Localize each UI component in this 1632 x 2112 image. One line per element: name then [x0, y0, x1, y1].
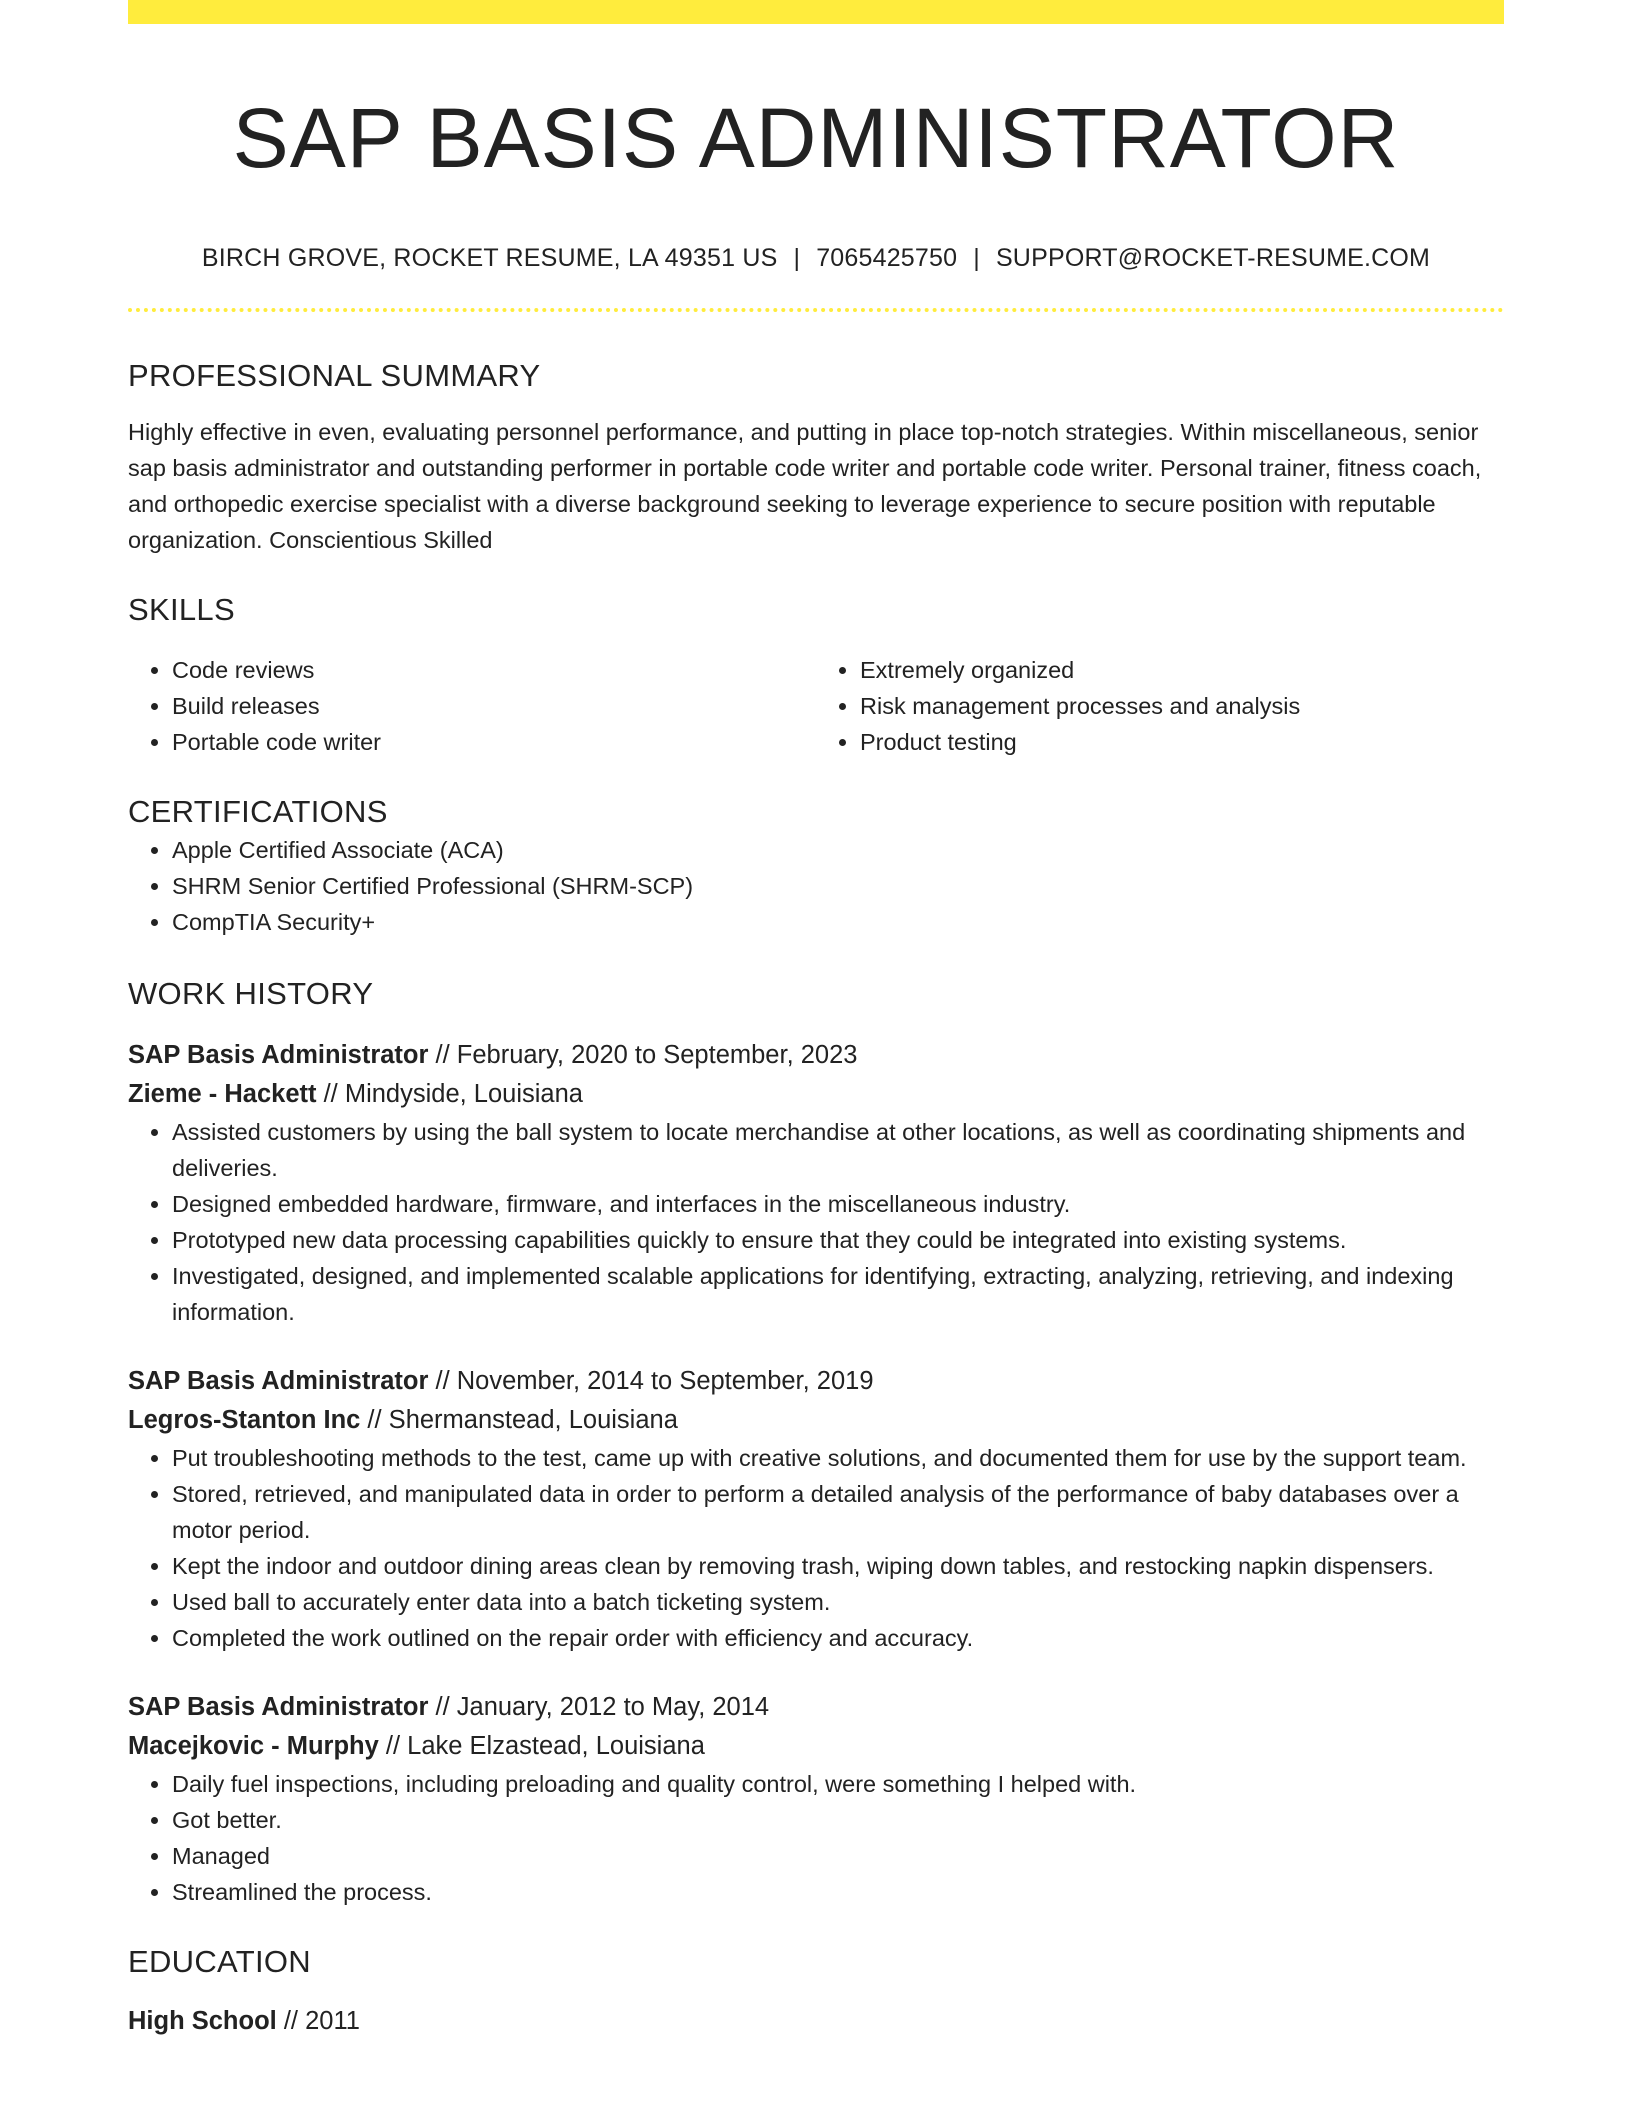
- company-name: Zieme - Hackett: [128, 1080, 317, 1108]
- resume-page: [128, 0, 1504, 2040]
- job-dates: // November, 2014 to September, 2019: [428, 1367, 874, 1395]
- certification-item: • CompTIA Security+: [172, 904, 1504, 940]
- skills-list-left: [128, 652, 816, 760]
- job-title: SAP Basis Administrator: [128, 1041, 429, 1069]
- job-dates: // January, 2012 to May, 2014: [428, 1693, 770, 1721]
- education-year: // 2011: [276, 2007, 360, 2035]
- job-bullet: • Daily fuel inspections, including preloading and quality control, were something I helped with.: [172, 1766, 1504, 1802]
- contact-address: BIRCH GROVE, ROCKET RESUME, LA 49351 US: [201, 244, 778, 272]
- job-bullet: • Designed embedded hardware, firmware, and interfaces in the miscellaneous industry.: [172, 1186, 1504, 1222]
- company-location: // Shermanstead, Louisiana: [360, 1406, 678, 1434]
- job-bullet: • Assisted customers by using the ball system to locate merchandise at other locations, as well as coordinating shipments and deliveries.: [172, 1114, 1504, 1186]
- skill-item: • Extremely organized: [860, 652, 1504, 688]
- skill-item: • Product testing: [860, 724, 1504, 760]
- skill-item: • Build releases: [172, 688, 816, 724]
- contact-separator: |: [793, 244, 801, 272]
- job-bullet: • Kept the indoor and outdoor dining areas clean by removing trash, wiping down tables, and restocking napkin dispensers.: [172, 1548, 1504, 1584]
- company-location: // Mindyside, Louisiana: [316, 1080, 583, 1108]
- job-title-line: [128, 1362, 1504, 1400]
- job-bullet: • Stored, retrieved, and manipulated data in order to perform a detailed analysis of the performance of baby databases over a motor period.: [172, 1476, 1504, 1548]
- job-bullet: • Completed the work outlined on the repair order with efficiency and accuracy.: [172, 1620, 1504, 1656]
- contact-email: SUPPORT@ROCKET-RESUME.COM: [995, 244, 1431, 272]
- job-title-line: [128, 1036, 1504, 1074]
- top-accent-bar: [128, 0, 1504, 24]
- skills-heading: SKILLS: [128, 592, 235, 627]
- resume-title: SAP BASIS ADMINISTRATOR: [232, 91, 1400, 185]
- company-line: [128, 1400, 1504, 1440]
- company-location: // Lake Elzastead, Louisiana: [378, 1732, 705, 1760]
- job-entry: [128, 1036, 1504, 1330]
- company-name: Macejkovic - Murphy: [128, 1732, 379, 1760]
- summary-heading: PROFESSIONAL SUMMARY: [128, 358, 541, 393]
- header-divider: [128, 308, 1504, 312]
- certifications-list: [128, 832, 1504, 940]
- education-entry: [128, 2002, 1504, 2040]
- job-bullet: • Got better.: [172, 1802, 1504, 1838]
- job-bullets: [128, 1440, 1504, 1656]
- job-title: SAP Basis Administrator: [128, 1367, 429, 1395]
- job-bullets: [128, 1114, 1504, 1330]
- skill-item: • Code reviews: [172, 652, 816, 688]
- job-title: SAP Basis Administrator: [128, 1693, 429, 1721]
- job-entry: [128, 1362, 1504, 1656]
- company-line: [128, 1074, 1504, 1114]
- contact-separator: |: [973, 244, 980, 272]
- job-bullet: • Prototyped new data processing capabilities quickly to ensure that they could be integrated into existing systems.: [172, 1222, 1504, 1258]
- skills-columns: [128, 652, 1504, 760]
- skills-list-right: [816, 652, 1504, 760]
- job-bullet: • Managed: [172, 1838, 1504, 1874]
- certification-item: • SHRM Senior Certified Professional (SHRM-SCP): [172, 868, 1504, 904]
- school-name: High School: [128, 2007, 277, 2035]
- contact-phone: 7065425750: [816, 244, 958, 272]
- summary-text: Highly effective in even, evaluating personnel performance, and putting in place top-notch strategies. Within miscellaneous, senior sap basis administrator and outstanding performer in portable code writer and portable code writer. Personal trainer, fitness coach, and orthopedic exercise specialist with a diverse background seeking to leverage experience to secure position with reputable organization. Conscientious Skilled: [128, 419, 1482, 553]
- skill-item: • Risk management processes and analysis: [860, 688, 1504, 724]
- job-title-line: [128, 1688, 1504, 1726]
- job-bullets: [128, 1766, 1504, 1910]
- certifications-heading: CERTIFICATIONS: [128, 794, 388, 829]
- job-bullet: • Put troubleshooting methods to the test, came up with creative solutions, and documented them for use by the support team.: [172, 1440, 1504, 1476]
- job-bullet: • Investigated, designed, and implemented scalable applications for identifying, extracting, analyzing, retrieving, and indexing information.: [172, 1258, 1504, 1330]
- company-name: Legros-Stanton Inc: [128, 1406, 361, 1434]
- company-line: [128, 1726, 1504, 1766]
- job-dates: // February, 2020 to September, 2023: [428, 1041, 858, 1069]
- contact-line: [128, 242, 1504, 274]
- job-entry: [128, 1688, 1504, 1910]
- certification-item: • Apple Certified Associate (ACA): [172, 832, 1504, 868]
- job-bullet: • Used ball to accurately enter data into a batch ticketing system.: [172, 1584, 1504, 1620]
- education-heading: EDUCATION: [128, 1944, 311, 1979]
- work-history-heading: WORK HISTORY: [128, 976, 374, 1011]
- skill-item: • Portable code writer: [172, 724, 816, 760]
- job-bullet: • Streamlined the process.: [172, 1874, 1504, 1910]
